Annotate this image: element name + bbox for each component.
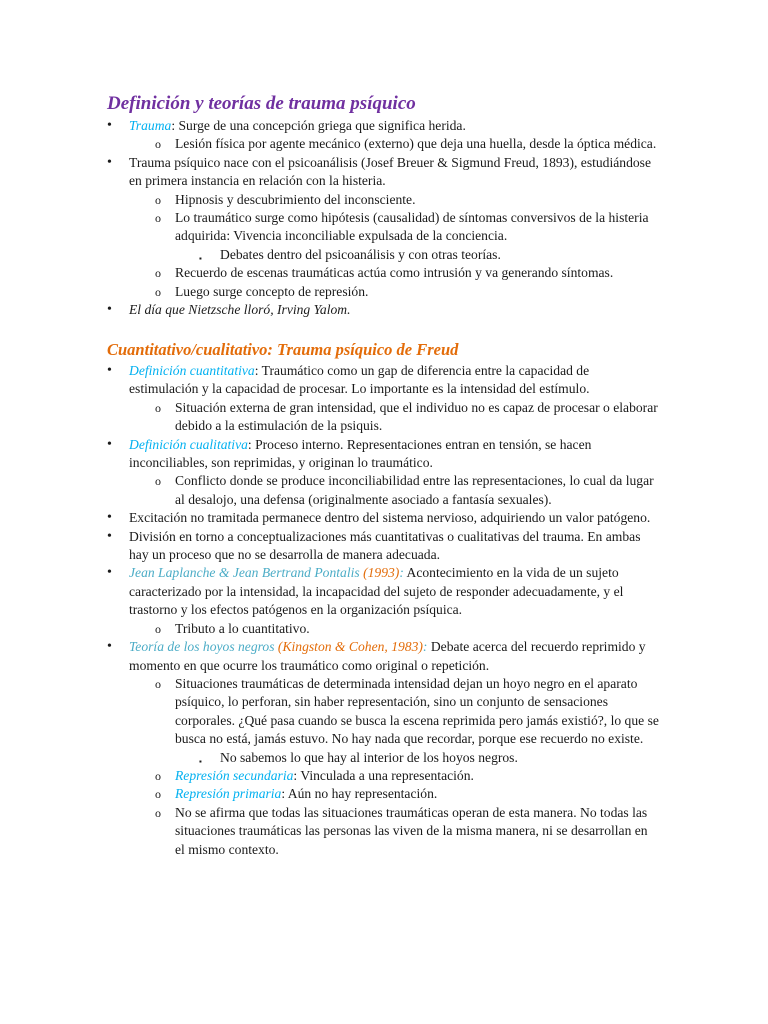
term-represion-primaria: Represión primaria bbox=[175, 786, 282, 802]
bullet-icon: • bbox=[107, 154, 112, 170]
list-item: • Trauma psíquico nace con el psicoanálisis (Josef Breuer & Sigmund Freud, 1893), estudiándose en primera instancia en relación con la histeria. bbox=[107, 154, 652, 189]
circle-bullet-icon: o bbox=[155, 805, 161, 820]
citation: (Kingston & Cohen, 1983) bbox=[274, 639, 423, 655]
term-cualitativa: Definición cualitativa bbox=[129, 436, 248, 452]
list-item: • Teoría de los hoyos negros (Kingston & Cohen, 1983): Debate acerca del recuerdo reprimido y momento en que ocurre los traumático como original o repetición. bbox=[107, 639, 646, 673]
term-hoyos-negros: Teoría de los hoyos negros bbox=[129, 639, 275, 655]
section-list-1 bbox=[0, 117, 768, 319]
list-item: o Recuerdo de escenas traumáticas actúa como intrusión y va generando síntomas. bbox=[0, 264, 768, 282]
list-item: o Represión primaria: Aún no hay representación. bbox=[0, 785, 768, 803]
bullet-icon: • bbox=[107, 639, 112, 655]
citation: (1993) bbox=[359, 565, 400, 581]
list-item: • Trauma: Surge de una concepción griega que significa herida. bbox=[0, 117, 768, 135]
list-item: o Lo traumático surge como hipótesis (causalidad) de síntomas conversivos de la histeria adquirida: Vivencia inconciliable expulsada de la conciencia. bbox=[155, 210, 649, 244]
list-item: o Represión secundaria: Vinculada a una representación. bbox=[0, 767, 768, 785]
circle-bullet-icon: o bbox=[155, 787, 161, 802]
square-bullet-icon: ▪ bbox=[199, 756, 202, 766]
term-trauma: Trauma bbox=[129, 118, 172, 133]
list-item: • Definición cualitativa: Proceso interno. Representaciones entran en tensión, se hacen inconciliables, son reprimidas, y originan lo traumático. bbox=[107, 436, 592, 471]
circle-bullet-icon: o bbox=[155, 400, 161, 415]
list-item: o Situación externa de gran intensidad, que el individuo no es capaz de procesar o elaborar debido a la estimulación de la psiquis. bbox=[155, 399, 658, 434]
circle-bullet-icon: o bbox=[155, 211, 161, 226]
list-item: ▪ Debates dentro del psicoanálisis y con otras teorías. bbox=[0, 246, 768, 264]
bullet-icon: • bbox=[107, 302, 112, 318]
list-item: • Jean Laplanche & Jean Bertrand Pontalis (1993): Acontecimiento en la vida de un sujeto caracterizado por la intensidad, la incapacidad del sujeto de responder adecuadamente, y el trastorno y los efectos patógenos en la organización psíquica. bbox=[107, 565, 624, 618]
bullet-icon: • bbox=[107, 436, 112, 452]
circle-bullet-icon: o bbox=[155, 621, 161, 636]
term-laplanche: Jean Laplanche & Jean Bertrand Pontalis bbox=[129, 565, 360, 581]
list-item: ▪ No sabemos lo que hay al interior de los hoyos negros. bbox=[0, 749, 768, 767]
list-item: • División en torno a conceptualizaciones más cuantitativas o cualitativas del trauma. En ambas hay un proceso que no se desarrolla de manera adecuada. bbox=[107, 528, 641, 563]
list-item: • Excitación no tramitada permanece dentro del sistema nervioso, adquiriendo un valor patógeno. bbox=[0, 509, 768, 527]
circle-bullet-icon: o bbox=[155, 284, 161, 299]
bullet-icon: • bbox=[107, 528, 112, 544]
bullet-icon: • bbox=[107, 118, 112, 133]
list-item bbox=[0, 301, 768, 319]
list-item: o Tributo a lo cuantitativo. bbox=[0, 620, 768, 638]
bullet-icon: • bbox=[107, 363, 112, 378]
circle-bullet-icon: o bbox=[155, 676, 161, 691]
circle-bullet-icon: o bbox=[155, 192, 161, 207]
list-item: o Lesión física por agente mecánico (externo) que deja una huella, desde la óptica médica. bbox=[0, 135, 768, 153]
circle-bullet-icon: o bbox=[155, 474, 161, 489]
circle-bullet-icon: o bbox=[155, 768, 161, 783]
term-cuantitativa: Definición cuantitativa bbox=[129, 363, 255, 378]
list-item: o Conflicto donde se produce inconciliabilidad entre las representaciones, lo cual da lugar al desalojo, una defensa (originalmente asociado a fantasía sexuales). bbox=[155, 473, 654, 507]
section-heading-trauma: Definición y teorías de trauma psíquico bbox=[107, 93, 416, 114]
circle-bullet-icon: o bbox=[155, 137, 161, 152]
bullet-icon: • bbox=[107, 510, 112, 526]
book-reference: El día que Nietzsche lloró, Irving Yalom. bbox=[129, 302, 351, 318]
circle-bullet-icon: o bbox=[155, 266, 161, 281]
list-item: o Luego surge concepto de represión. bbox=[0, 283, 768, 301]
section-list-2 bbox=[0, 362, 768, 859]
term-represion-secundaria: Represión secundaria bbox=[175, 767, 294, 783]
list-item: • Definición cuantitativa: Traumático como un gap de diferencia entre la capacidad de estimulación y la capacidad de procesar. Lo importante es la intensidad del estímulo. bbox=[107, 363, 590, 397]
bullet-icon: • bbox=[107, 565, 112, 581]
list-item: o Situaciones traumáticas de determinada intensidad dejan un hoyo negro en el aparato psíquico, lo perforan, sin haber representación, sino un conjunto de sensaciones corporales. ¿Qué pasa cuando se busca la escena reprimida pero jamás existió?, lo que se busca no está, jamás estuvo. No hay nada que recordar, porque ese recuerdo no existe. bbox=[155, 675, 659, 747]
list-item: o Hipnosis y descubrimiento del inconsciente. bbox=[0, 191, 768, 209]
list-item: o No se afirma que todas las situaciones traumáticas operan de esta manera. No todas las situaciones traumáticas las personas las viven de la misma manera, ni se desarrollan en el mismo contexto. bbox=[155, 804, 648, 857]
square-bullet-icon: ▪ bbox=[199, 253, 202, 263]
section-heading-freud: Cuantitativo/cualitativo: Trauma psíquico de Freud bbox=[107, 340, 459, 359]
